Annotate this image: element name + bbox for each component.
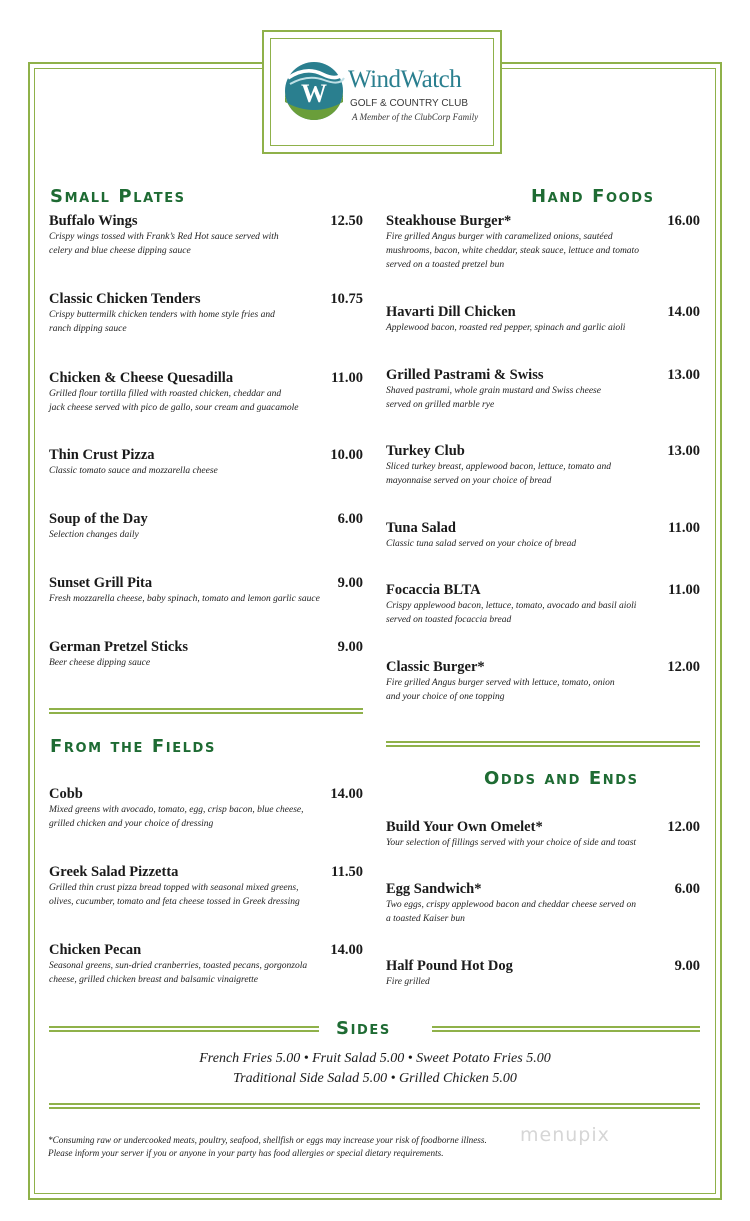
item-price: 6.00 [674, 881, 700, 897]
item-price: 9.00 [674, 958, 700, 974]
menu-item [49, 941, 363, 987]
item-price: 11.00 [668, 582, 700, 598]
item-name: German Pretzel Sticks [49, 639, 189, 655]
small-plates-heading: Small Plates [50, 186, 186, 207]
logo-subtitle: GOLF & COUNTRY CLUB [350, 98, 468, 109]
item-price: 11.50 [331, 864, 363, 880]
menu-item [49, 863, 363, 909]
menu-item [386, 658, 700, 704]
menu-item [386, 212, 700, 272]
menu-item [49, 574, 363, 606]
menu-item [386, 519, 700, 551]
item-name: Greek Salad Pizzetta [49, 864, 179, 880]
item-description: Classic tuna salad served on your choice of bread [386, 539, 577, 549]
section-divider [49, 708, 363, 714]
item-price: 6.00 [337, 511, 363, 527]
sides-list: Traditional Side Salad 5.00 • Grilled Chicken 5.00 [233, 1071, 517, 1086]
hand-foods-heading: Hand Foods [531, 186, 655, 207]
item-description: Beer cheese dipping sauce [49, 658, 151, 668]
menu-item [386, 818, 700, 850]
logo-tagline: A Member of the ClubCorp Family [352, 112, 479, 122]
item-description: Mixed greens with avocado, tomato, egg, crisp bacon, blue cheese, [49, 805, 304, 815]
menu-item [386, 303, 700, 335]
item-price: 11.00 [331, 370, 363, 386]
logo-box [262, 30, 502, 154]
item-name: Turkey Club [386, 443, 465, 459]
item-description: served on a toasted pretzel bun [386, 260, 505, 270]
menu-item [49, 510, 363, 542]
menu-item [386, 442, 700, 488]
menu-item [386, 880, 700, 926]
item-description: Two eggs, crispy applewood bacon and cheddar cheese served on [386, 900, 636, 910]
item-description: Fire grilled Angus burger served with lettuce, tomato, onion [386, 678, 615, 688]
allergy-notice: *Consuming raw or undercooked meats, poultry, seafood, shellfish or eggs may increase your risk of foodborne illness. [48, 1135, 487, 1145]
item-name: Tuna Salad [386, 520, 457, 536]
section-divider [49, 1026, 319, 1032]
item-name: Grilled Pastrami & Swiss [386, 367, 544, 383]
item-name: Focaccia BLTA [386, 582, 481, 598]
section-divider [49, 1103, 700, 1109]
watermark: menupix [520, 1124, 610, 1146]
item-description: a toasted Kaiser bun [386, 914, 465, 924]
item-name: Classic Chicken Tenders [49, 291, 201, 307]
item-price: 9.00 [337, 575, 363, 591]
item-price: 10.00 [330, 447, 363, 463]
item-description: Classic tomato sauce and mozzarella cheese [49, 466, 218, 476]
item-description: Fresh mozzarella cheese, baby spinach, tomato and lemon garlic sauce [49, 594, 320, 604]
item-description: Crispy buttermilk chicken tenders with home style fries and [49, 310, 275, 320]
item-description: Fire grilled [386, 977, 430, 987]
item-name: Steakhouse Burger* [386, 213, 512, 229]
item-description: cheese, grilled chicken breast and balsamic vinaigrette [49, 975, 259, 985]
menu-item [386, 957, 700, 989]
item-price: 16.00 [667, 213, 700, 229]
item-description: Your selection of fillings served with your choice of side and toast [386, 838, 637, 848]
item-description: Shaved pastrami, whole grain mustard and Swiss cheese [386, 386, 601, 396]
item-name: Egg Sandwich* [386, 881, 482, 897]
allergy-notice: Please inform your server if you or anyone in your party has food allergies or special dietary requirements. [48, 1148, 444, 1158]
item-name: Build Your Own Omelet* [386, 819, 543, 835]
sides-heading: Sides [336, 1018, 391, 1039]
item-price: 14.00 [330, 786, 363, 802]
item-name: Chicken Pecan [49, 942, 142, 958]
item-description: Crispy wings tossed with Frank’s Red Hot sauce served with [49, 232, 279, 242]
item-description: Crispy applewood bacon, lettuce, tomato, avocado and basil aioli [386, 601, 637, 611]
item-name: Buffalo Wings [49, 213, 138, 229]
item-price: 14.00 [667, 304, 700, 320]
item-price: 13.00 [667, 367, 700, 383]
sides-list: French Fries 5.00 • Fruit Salad 5.00 • Sweet Potato Fries 5.00 [199, 1051, 551, 1066]
item-name: Soup of the Day [49, 511, 148, 527]
item-description: Applewood bacon, roasted red pepper, spinach and garlic aioli [386, 323, 626, 333]
item-description: Fire grilled Angus burger with caramelized onions, sautéed [386, 232, 613, 242]
item-price: 12.50 [330, 213, 363, 229]
section-divider [386, 741, 700, 747]
from-the-fields-heading: From the Fields [50, 736, 216, 757]
item-name: Havarti Dill Chicken [386, 304, 516, 320]
item-description: mushrooms, bacon, white cheddar, steak sauce, lettuce and tomato [386, 246, 639, 256]
item-price: 13.00 [667, 443, 700, 459]
item-description: jack cheese served with pico de gallo, sour cream and guacamole [49, 403, 299, 413]
svg-text:W: W [301, 79, 327, 108]
item-name: Chicken & Cheese Quesadilla [49, 370, 234, 386]
item-description: Selection changes daily [49, 530, 139, 540]
menu-item [386, 581, 700, 627]
item-description: grilled chicken and your choice of dressing [49, 819, 214, 829]
windwatch-logo-icon [282, 58, 346, 122]
item-name: Classic Burger* [386, 659, 485, 675]
item-name: Sunset Grill Pita [49, 575, 153, 591]
item-name: Cobb [49, 786, 83, 802]
item-description: Grilled flour tortilla filled with roasted chicken, cheddar and [49, 389, 282, 399]
item-description: Seasonal greens, sun-dried cranberries, toasted pecans, gorgonzola [49, 961, 308, 971]
item-price: 10.75 [330, 291, 363, 307]
menu-item [49, 290, 363, 336]
menu-item [49, 212, 363, 258]
menu-item [49, 446, 363, 478]
item-description: celery and blue cheese dipping sauce [49, 246, 191, 256]
item-description: served on toasted focaccia bread [386, 615, 512, 625]
menu-item [49, 638, 363, 670]
item-description: Grilled thin crust pizza bread topped with seasonal mixed greens, [49, 883, 299, 893]
item-price: 12.00 [667, 819, 700, 835]
item-description: served on grilled marble rye [386, 400, 495, 410]
odds-and-ends-heading: Odds and Ends [484, 768, 639, 789]
logo-name: WindWatch [348, 66, 462, 93]
item-price: 9.00 [337, 639, 363, 655]
section-divider [432, 1026, 700, 1032]
item-description: mayonnaise served on your choice of bread [386, 476, 552, 486]
menu-item [386, 366, 700, 412]
menu-item [49, 369, 363, 415]
item-description: ranch dipping sauce [49, 324, 127, 334]
item-price: 14.00 [330, 942, 363, 958]
item-price: 11.00 [668, 520, 700, 536]
item-price: 12.00 [667, 659, 700, 675]
item-name: Thin Crust Pizza [49, 447, 155, 463]
item-description: Sliced turkey breast, applewood bacon, lettuce, tomato and [386, 462, 611, 472]
menu-item [49, 785, 363, 831]
item-description: and your choice of one topping [386, 692, 505, 702]
item-name: Half Pound Hot Dog [386, 958, 513, 974]
item-description: olives, cucumber, tomato and feta cheese tossed in Greek dressing [49, 897, 300, 907]
